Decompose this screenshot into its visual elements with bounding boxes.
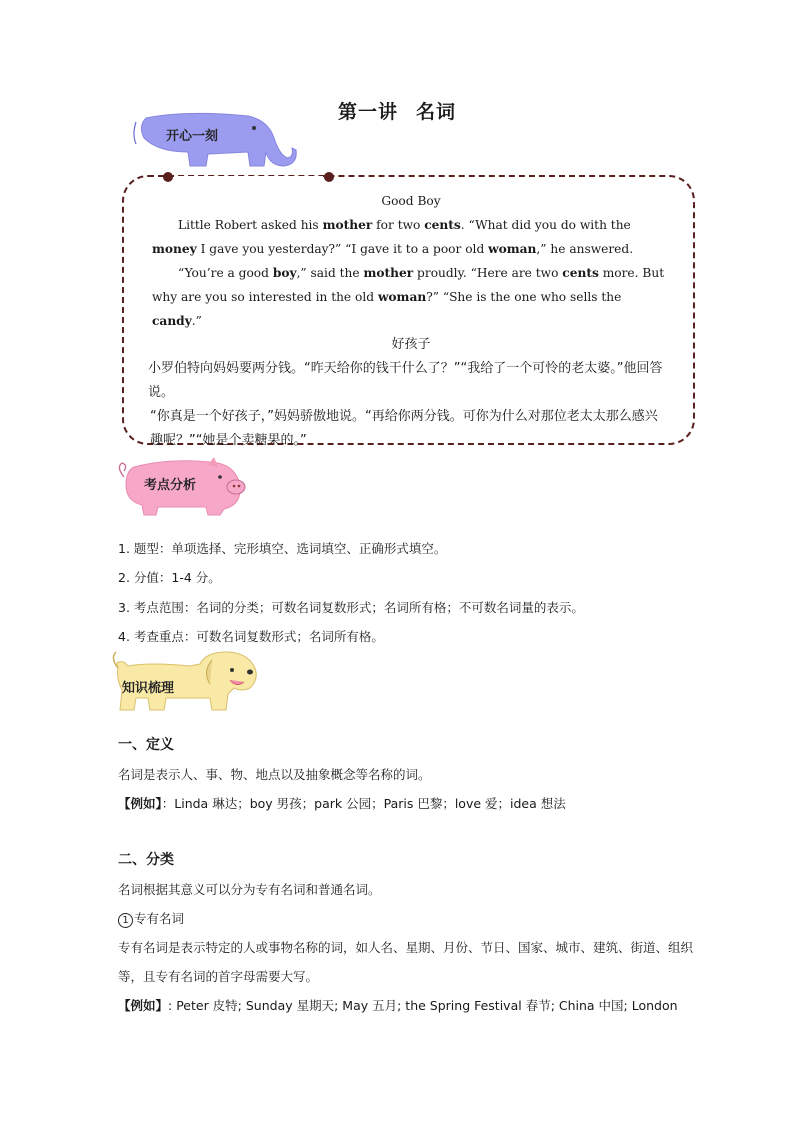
proper-noun-text: 专有名词是表示特定的人或事物名称的词，如人名、星期、月份、节日、国家、城市、建筑、街道、组织等，且专有名词的首字母需要大写。 [118,940,694,984]
list-item: 3. 考点范围：名词的分类；可数名词复数形式；名词所有格；不可数名词量的表示。 [118,599,584,615]
title-part2: 名词 [416,101,457,123]
story-paragraph-2: “You’re a good boy,” said the mother proudly. “Here are two cents more. But why are you so interested in the old woman?” “She is the one who sells the candy.” [152,266,665,328]
box-dot-right [324,172,334,182]
box-gap [175,176,323,180]
definition-heading: 一、定义 [118,737,174,753]
list-item: 2. 分值：1-4 分。 [118,570,221,586]
definition-text: 名词是表示人、事、物、地点以及抽象概念等名称的词。 [118,767,431,782]
analysis-list [118,534,718,651]
dog-badge [110,648,265,716]
story-zh-title: 好孩子 [391,337,431,352]
section-classification [118,846,698,1020]
classification-text: 名词根据其意义可以分为专有名词和普通名词。 [118,882,381,897]
section-definition [118,731,698,818]
proper-noun-heading: 1 专有名词 [118,904,698,933]
elephant-body [141,113,296,166]
proper-noun-example: 【例如】: Peter 皮特; Sunday 星期天; May 五月; the Spring Festival 春节; China 中国; London [118,998,678,1013]
box-dot-left [163,172,173,182]
list-item: 4. 考查重点：可数名词复数形式；名词所有格。 [118,628,384,644]
page-title [0,97,794,124]
title-part1: 第一讲 [337,101,398,123]
badge-fun-text: 开心一刻 [166,129,219,144]
definition-example: 【例如】：Linda 琳达；boy 男孩；park 公园；Paris 巴黎；love 爱；idea 想法 [118,796,566,811]
classification-heading: 二、分类 [118,852,174,868]
elephant-badge [128,108,298,176]
badge-analysis-text: 考点分析 [144,478,197,493]
circled-number: 1 [118,913,133,928]
badge-knowledge-text: 知识梳理 [122,681,175,696]
story-content [148,189,670,453]
story-paragraph-1: Little Robert asked his mother for two cents. “What did you do with the money I gave you yesterday?” “I gave it to a poor old woman,” he answered. [152,218,634,256]
pig-badge [112,455,252,517]
story-zh-paragraph-1: 小罗伯特向妈妈要两分钱。“昨天给你的钱干什么了？”“我给了一个可怜的老太婆。”他回答说。 [148,361,663,400]
story-en-title: Good Boy [381,194,441,208]
list-item: 1. 题型：单项选择、完形填空、选词填空、正确形式填空。 [118,541,447,556]
story-zh-paragraph-2: “你真是一个好孩子，”妈妈骄傲地说。“再给你两分钱。可你为什么对那位老太太那么感兴趣呢？”“她是个卖糖果的。” [150,409,658,448]
